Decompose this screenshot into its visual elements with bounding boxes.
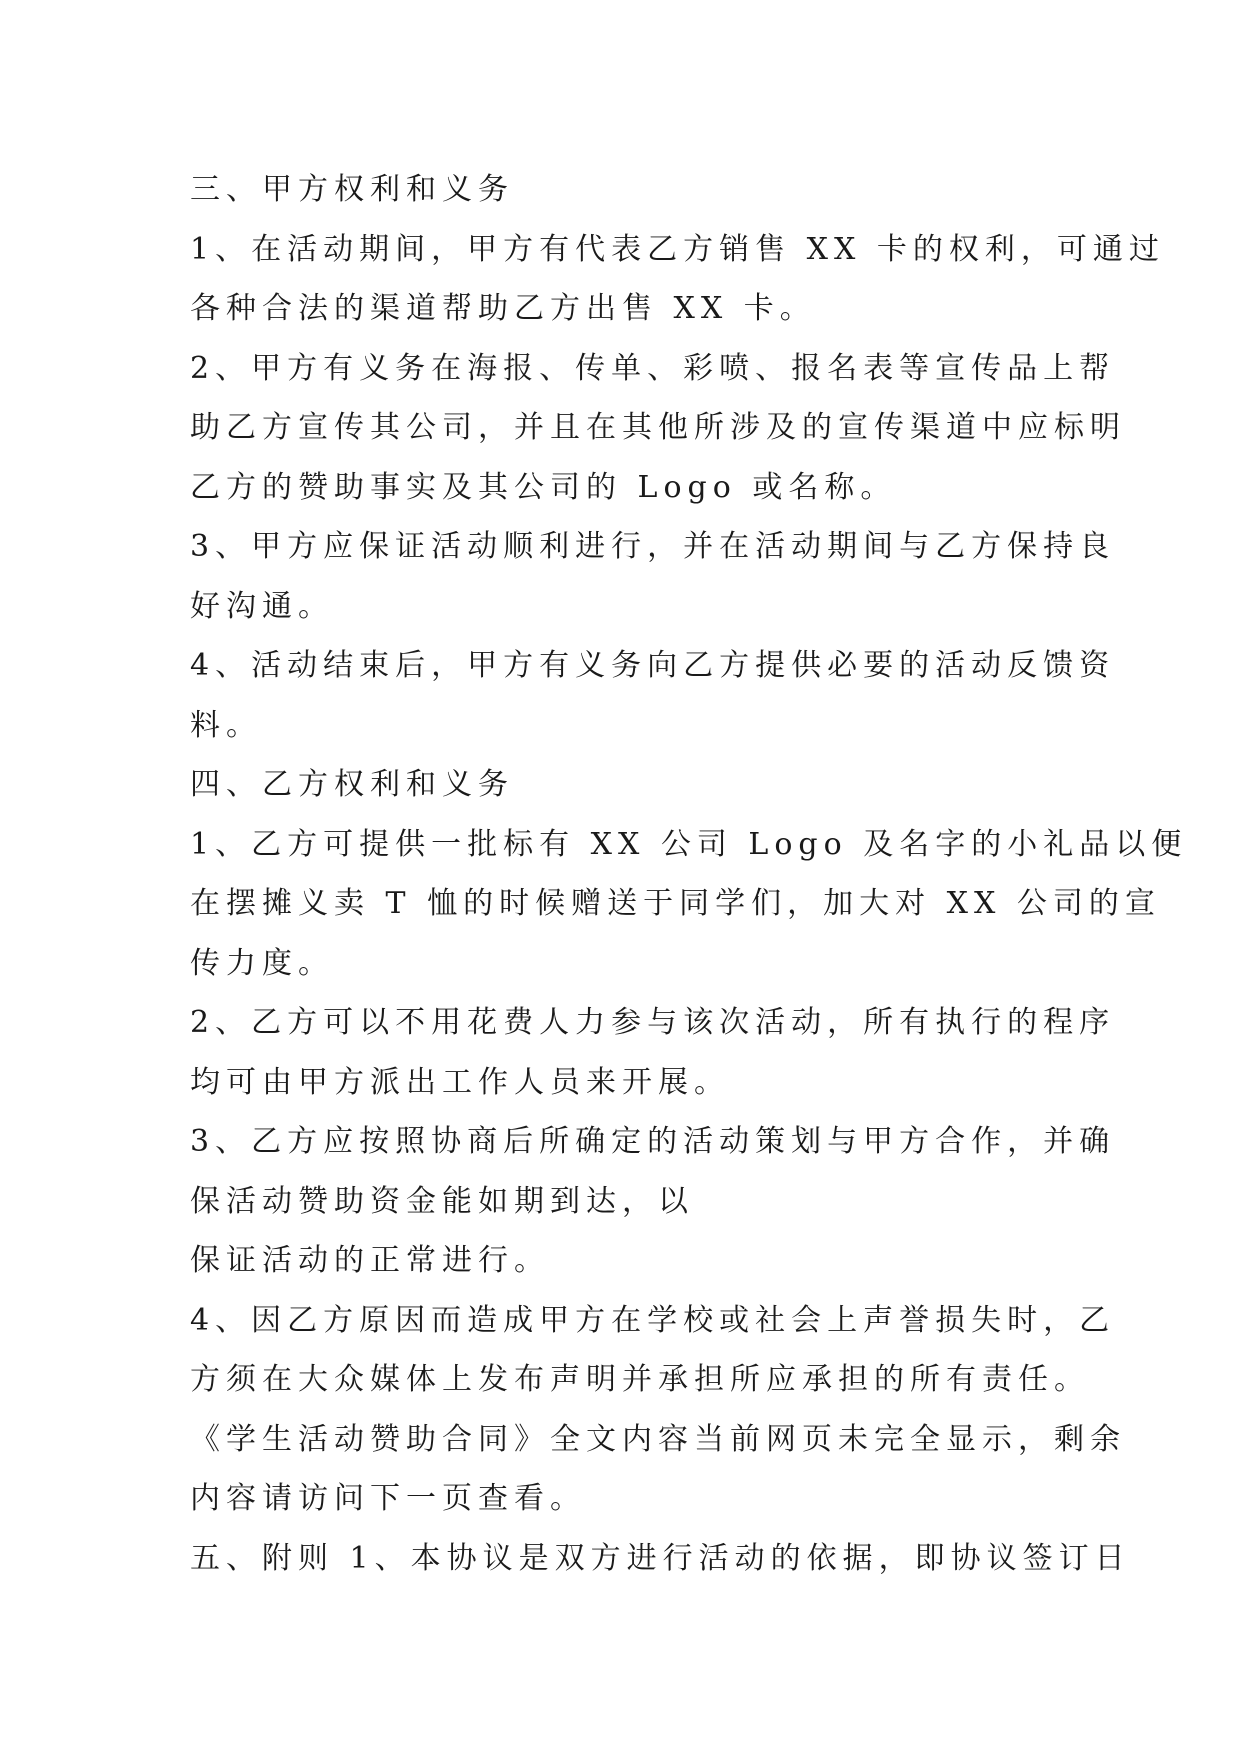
- text-line: 3、乙方应按照协商后所确定的活动策划与甲方合作，并确: [190, 1124, 1116, 1159]
- text-line: 助乙方宣传其公司，并且在其他所涉及的宣传渠道中应标明: [190, 410, 1126, 445]
- text-line: 3、甲方应保证活动顺利进行，并在活动期间与乙方保持良: [190, 529, 1116, 564]
- text-line: 内容请访问下一页查看。: [190, 1481, 586, 1516]
- text-line: 2、乙方可以不用花费人力参与该次活动，所有执行的程序: [190, 1005, 1116, 1040]
- text-line: 均可由甲方派出工作人员来开展。: [190, 1064, 730, 1100]
- text-line: 好沟通。: [190, 588, 334, 624]
- section-heading-3: 三、甲方权利和义务: [190, 172, 514, 207]
- text-line: 传力度。: [190, 945, 334, 981]
- text-line: 4、活动结束后，甲方有义务向乙方提供必要的活动反馈资: [190, 648, 1116, 683]
- text-line: 2、甲方有义务在海报、传单、彩喷、报名表等宣传品上帮: [190, 350, 1116, 386]
- text-line: 保活动赞助资金能如期到达，以: [190, 1183, 694, 1219]
- text-line: 《学生活动赞助合同》全文内容当前网页未完全显示，剩余: [190, 1421, 1126, 1457]
- text-line: 1、在活动期间，甲方有代表乙方销售 XX 卡的权利，可通过: [190, 231, 1165, 267]
- text-line: 方须在大众媒体上发布声明并承担所应承担的所有责任。: [190, 1362, 1090, 1397]
- text-line: 保证活动的正常进行。: [190, 1243, 550, 1278]
- text-line: 4、因乙方原因而造成甲方在学校或社会上声誉损失时，乙: [190, 1302, 1116, 1338]
- section-heading-5: 五、附则 1、本协议是双方进行活动的依据，即协议签订日: [190, 1540, 1131, 1576]
- text-line: 在摆摊义卖 T 恤的时候赠送于同学们，加大对 XX 公司的宣: [190, 886, 1161, 921]
- section-heading-4: 四、乙方权利和义务: [190, 767, 514, 802]
- text-line: 各种合法的渠道帮助乙方出售 XX 卡。: [190, 291, 816, 326]
- document-body: [190, 160, 1188, 1588]
- text-line: 1、乙方可提供一批标有 XX 公司 Logo 及名字的小礼品以便: [190, 826, 1188, 862]
- text-line: 乙方的赞助事实及其公司的 Logo 或名称。: [190, 469, 897, 505]
- text-line: 料。: [190, 707, 262, 743]
